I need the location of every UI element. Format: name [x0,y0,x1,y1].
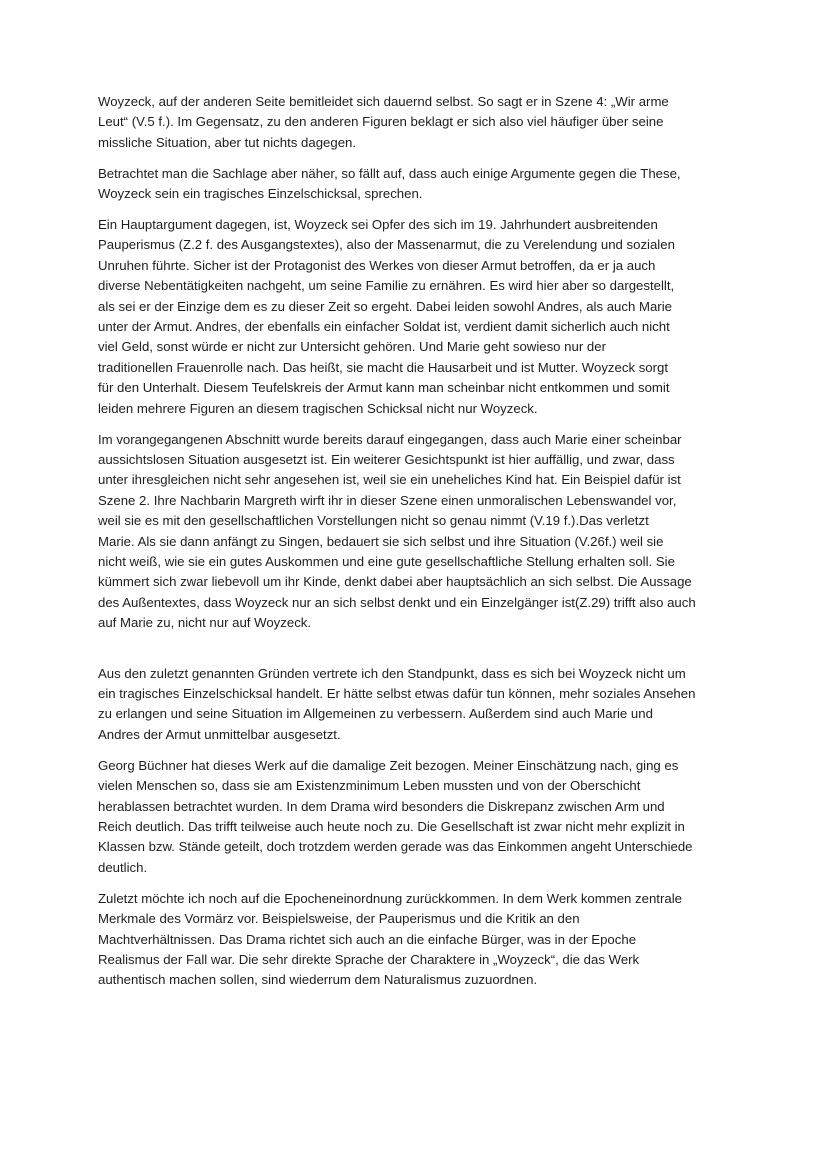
text-line: missliche Situation, aber tut nichts dagegen. [98,134,357,150]
document-body [98,92,738,1001]
text-line: unter ihresgleichen nicht sehr angesehen ist, weil sie ein uneheliches Kind hat. Ein Beispiel dafür ist [98,472,681,488]
text-line: Marie. Als sie dann anfängt zu Singen, bedauert sie sich selbst und ihre Situation (V.26f.) weil sie [98,533,664,549]
text-line: Reich deutlich. Das trifft teilweise auch heute noch zu. Die Gesellschaft ist zwar nicht mehr explizit in [98,819,685,834]
text-line: Georg Büchner hat dieses Werk auf die damalige Zeit bezogen. Meiner Einschätzung nach, ging es [98,757,679,773]
text-line: als sei er der Einzige dem es zu dieser Zeit so ergeht. Dabei leiden sowohl Andres, als auch Marie [98,298,672,314]
paragraph-conclusion [98,664,738,746]
text-line: Leut“ (V.5 f.). Im Gegensatz, zu den anderen Figuren beklagt er sich also viel häufiger über seine [98,114,664,130]
text-line: Unruhen führte. Sicher ist der Protagonist des Werkes von dieser Armut betroffen, da er ja auch [98,257,656,273]
text-line: authentisch machen sollen, sind wiederrum dem Naturalismus zuzuordnen. [98,972,538,988]
paragraph-woyzeck-self-pity [98,92,738,153]
text-line: viel Geld, sonst würde er nicht zur Untersicht gehören. Und Marie geht sowieso nur der [98,339,606,355]
text-line: weil sie es mit den gesellschaftlichen Vorstellungen nicht so genau nimmt (V.19 f.).Das verletzt [98,513,649,529]
text-line: aussichtslosen Situation ausgesetzt ist. Ein weiterer Gesichtspunkt ist hier auffällig, und zwar, dass [98,452,675,467]
text-line: diverse Nebentätigkeiten nachgeht, um seine Familie zu ernähren. Es wird hier aber so dargestellt, [98,278,675,294]
text-line: unter der Armut. Andres, der ebenfalls ein einfacher Soldat ist, verdient damit sicherlich auch nicht [98,319,670,335]
text-line: Woyzeck sein ein tragisches Einzelschicksal, sprechen. [98,186,423,202]
text-line: Aus den zuletzt genannten Gründen vertrete ich den Standpunkt, dass es sich bei Woyzeck nicht um [98,665,686,681]
text-line: Szene 2. Ihre Nachbarin Margreth wirft ihr in dieser Szene einen unmoralischen Lebenswandel vor, [98,492,677,508]
text-line: Betrachtet man die Sachlage aber näher, so fällt auf, dass auch einige Argumente gegen die These, [98,165,681,181]
text-line: Zuletzt möchte ich noch auf die Epocheneinordnung zurückkommen. In dem Werk kommen zentrale [98,890,682,906]
text-line: Klassen bzw. Stände geteilt, doch trotzdem werden gerade was das Einkommen angeht Unterschiede [98,839,693,855]
text-line: ein tragisches Einzelschicksal handelt. Er hätte selbst etwas dafür tun können, mehr soziales Ansehen [98,686,696,702]
paragraph-epoch-classification [98,889,738,991]
text-line: Merkmale des Vormärz vor. Beispielsweise, der Pauperismus und die Kritik an den [98,911,580,927]
text-line: Ein Hauptargument dagegen, ist, Woyzeck sei Opfer des sich im 19. Jahrhundert ausbreitenden [98,217,658,233]
paragraph-buechner-context [98,756,738,878]
text-line: Woyzeck, auf der anderen Seite bemitleidet sich dauernd selbst. So sagt er in Szene 4: „Wir arme [98,94,669,109]
paragraph-marie-situation [98,430,738,634]
paragraph-pauperism-argument [98,215,738,419]
text-line: Machtverhältnissen. Das Drama richtet sich auch an die einfache Bürger, was in der Epoche [98,931,637,947]
paragraph-counterarguments-intro [98,164,738,205]
text-line: herablassen betrachtet wurden. In dem Drama wird besonders die Diskrepanz zwischen Arm und [98,798,665,814]
text-line: vielen Menschen so, dass sie am Existenzminimum Leben mussten und von der Oberschicht [98,778,641,794]
text-line: zu erlangen und seine Situation im Allgemeinen zu verbessern. Außerdem sind auch Marie und [98,706,653,722]
text-line: Andres der Armut unmittelbar ausgesetzt. [98,726,341,742]
text-line: traditionellen Frauenrolle nach. Das heißt, sie macht die Hausarbeit und ist Mutter. Woyzeck sorgt [98,359,669,375]
text-line: Im vorangegangenen Abschnitt wurde bereits darauf eingegangen, dass auch Marie einer scheinbar [98,431,682,447]
text-line: kümmert sich zwar liebevoll um ihr Kinde, denkt dabei aber hauptsächlich an sich selbst. Die Aussage [98,574,692,590]
text-line: Pauperismus (Z.2 f. des Ausgangstextes), also der Massenarmut, die zu Verelendung und sozialen [98,237,675,253]
text-line: nicht weiß, wie sie ein gutes Auskommen und eine gute gesellschaftliche Stellung erhalten soll. Sie [98,554,675,570]
text-line: deutlich. [98,859,148,875]
text-line: des Außentextes, dass Woyzeck nur an sich selbst denkt und ein Einzelgänger ist(Z.29) trifft also auch [98,594,696,610]
text-line: leiden mehrere Figuren an diesem tragischen Schicksal nicht nur Woyzeck. [98,400,538,416]
text-line: Realismus der Fall war. Die sehr direkte Sprache der Charaktere in „Woyzeck“, die das Werk [98,951,640,967]
text-line: für den Unterhalt. Diesem Teufelskreis der Armut kann man scheinbar nicht entkommen und somit [98,380,670,396]
text-line: auf Marie zu, nicht nur auf Woyzeck. [98,615,312,631]
